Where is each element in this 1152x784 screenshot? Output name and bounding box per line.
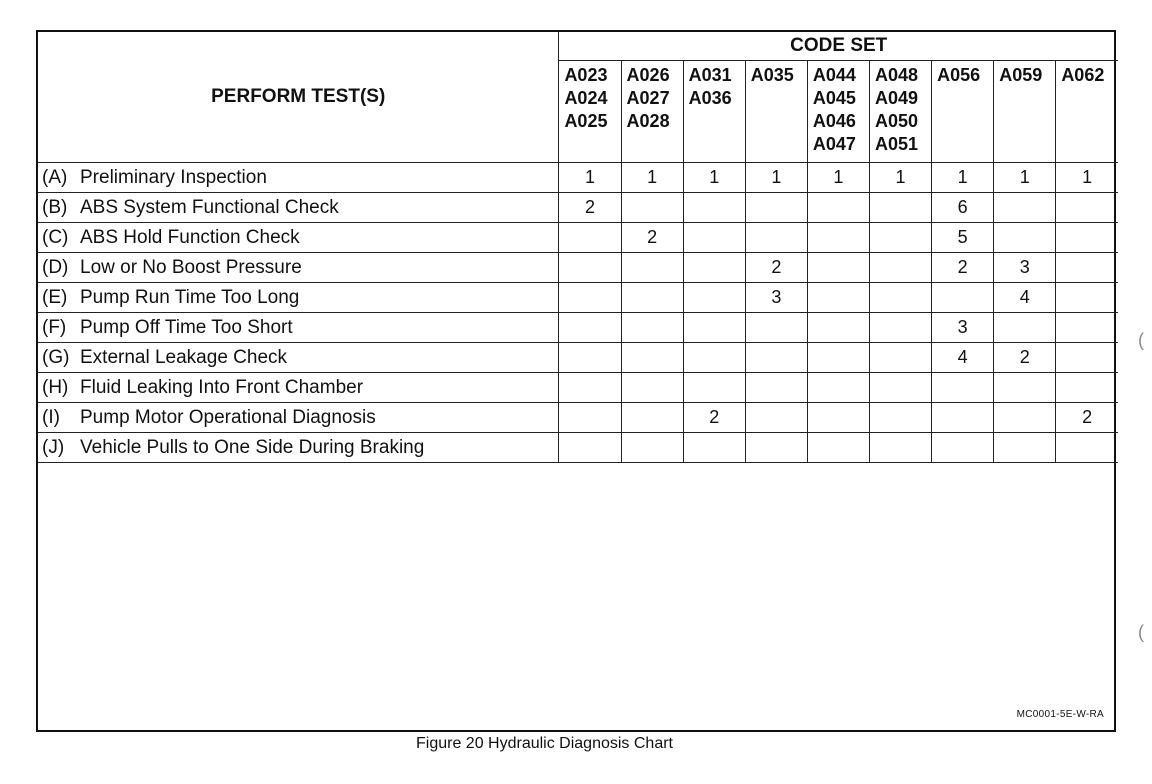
step-order-cell <box>621 313 683 343</box>
step-order-cell <box>994 193 1056 223</box>
test-name-cell <box>38 373 559 403</box>
test-name-cell <box>38 343 559 373</box>
code-label: A051 <box>874 134 919 154</box>
step-order-cell <box>621 283 683 313</box>
step-order-cell <box>1056 373 1118 403</box>
code-column-header <box>994 61 1056 163</box>
test-name: External Leakage Check <box>80 346 288 368</box>
code-label: A062 <box>1061 65 1105 85</box>
code-column-header <box>932 61 994 163</box>
step-order-cell <box>621 343 683 373</box>
step-order-cell <box>869 253 931 283</box>
step-order-cell <box>559 403 621 433</box>
test-name-cell <box>38 193 559 223</box>
step-order-cell <box>683 343 745 373</box>
step-order-cell: 1 <box>745 163 807 193</box>
step-order-cell <box>683 373 745 403</box>
step-order-cell <box>1056 253 1118 283</box>
step-order-cell <box>1056 193 1118 223</box>
step-order-cell: 3 <box>745 283 807 313</box>
step-order-cell: 2 <box>559 193 621 223</box>
test-letter: (A) <box>42 166 68 188</box>
step-order-cell: 1 <box>994 163 1056 193</box>
step-order-cell: 5 <box>932 223 994 253</box>
step-order-cell: 1 <box>683 163 745 193</box>
step-order-cell <box>869 433 931 463</box>
figure-caption: Figure 20 Hydraulic Diagnosis Chart <box>416 735 673 752</box>
code-label: A023 <box>564 65 608 85</box>
step-order-cell: 2 <box>1056 403 1118 433</box>
step-order-cell <box>1056 223 1118 253</box>
test-name: Pump Run Time Too Long <box>80 286 300 308</box>
code-set-header: CODE SET <box>559 32 1118 61</box>
code-label: A036 <box>688 88 732 108</box>
code-column-header <box>559 61 621 163</box>
step-order-cell: 2 <box>932 253 994 283</box>
step-order-cell <box>807 433 869 463</box>
step-order-cell <box>559 283 621 313</box>
step-order-cell <box>869 313 931 343</box>
step-order-cell: 1 <box>807 163 869 193</box>
step-order-cell <box>932 433 994 463</box>
step-order-cell <box>559 433 621 463</box>
test-letter: (I) <box>42 406 60 428</box>
test-letter: (J) <box>42 436 65 458</box>
code-label: A056 <box>937 65 981 85</box>
step-order-cell <box>869 343 931 373</box>
test-row <box>38 253 1118 283</box>
test-name: ABS Hold Function Check <box>80 226 300 248</box>
test-letter: (F) <box>42 316 67 338</box>
step-order-cell: 3 <box>932 313 994 343</box>
test-name-cell <box>38 163 559 193</box>
step-order-cell: 1 <box>869 163 931 193</box>
code-label: A035 <box>750 65 794 85</box>
step-order-cell <box>1056 433 1118 463</box>
test-name-cell <box>38 403 559 433</box>
step-order-cell <box>745 403 807 433</box>
code-column-header <box>683 61 745 163</box>
step-order-cell <box>745 193 807 223</box>
test-row <box>38 193 1118 223</box>
step-order-cell <box>683 223 745 253</box>
test-name: ABS System Functional Check <box>80 196 339 218</box>
test-row <box>38 223 1118 253</box>
step-order-cell <box>621 433 683 463</box>
step-order-cell <box>745 433 807 463</box>
code-label: A028 <box>626 111 670 131</box>
code-label: A027 <box>626 88 670 108</box>
test-name-cell <box>38 253 559 283</box>
step-order-cell <box>994 373 1056 403</box>
step-order-cell <box>621 373 683 403</box>
step-order-cell <box>559 343 621 373</box>
step-order-cell <box>869 223 931 253</box>
step-order-cell <box>807 193 869 223</box>
test-name-cell <box>38 433 559 463</box>
hydraulic-diagnosis-table <box>38 32 1118 463</box>
test-name: Pump Motor Operational Diagnosis <box>80 406 376 428</box>
step-order-cell <box>994 313 1056 343</box>
test-name-cell <box>38 283 559 313</box>
step-order-cell <box>807 343 869 373</box>
code-label: A047 <box>812 134 856 154</box>
step-order-cell <box>807 253 869 283</box>
step-order-cell: 6 <box>932 193 994 223</box>
margin-mark: ( <box>1138 330 1144 350</box>
code-column-header <box>869 61 931 163</box>
perform-tests-header: PERFORM TEST(S) <box>38 32 559 163</box>
step-order-cell <box>559 253 621 283</box>
step-order-cell <box>559 313 621 343</box>
test-letter: (C) <box>42 226 69 248</box>
step-order-cell <box>683 283 745 313</box>
test-rows <box>38 163 1118 463</box>
step-order-cell <box>621 253 683 283</box>
code-label: A059 <box>999 65 1043 85</box>
code-label: A025 <box>564 111 608 131</box>
test-row <box>38 283 1118 313</box>
step-order-cell <box>683 193 745 223</box>
step-order-cell: 4 <box>994 283 1056 313</box>
step-order-cell <box>932 403 994 433</box>
test-letter: (H) <box>42 376 69 398</box>
test-name: Fluid Leaking Into Front Chamber <box>80 376 364 398</box>
step-order-cell <box>1056 283 1118 313</box>
test-row <box>38 373 1118 403</box>
test-name-cell <box>38 313 559 343</box>
test-row <box>38 403 1118 433</box>
code-column-header <box>621 61 683 163</box>
drawing-code: MC0001-5E-W-RA <box>1016 709 1104 720</box>
step-order-cell <box>745 313 807 343</box>
test-name: Low or No Boost Pressure <box>80 256 302 278</box>
step-order-cell <box>807 283 869 313</box>
step-order-cell: 2 <box>994 343 1056 373</box>
step-order-cell <box>621 403 683 433</box>
code-label: A049 <box>874 88 919 108</box>
margin-mark: ( <box>1138 622 1144 642</box>
test-letter: (B) <box>42 196 68 218</box>
diagnosis-chart-frame <box>36 30 1116 732</box>
step-order-cell <box>807 373 869 403</box>
step-order-cell <box>932 373 994 403</box>
step-order-cell <box>807 313 869 343</box>
step-order-cell <box>869 283 931 313</box>
test-name: Pump Off Time Too Short <box>80 316 293 338</box>
step-order-cell: 1 <box>559 163 621 193</box>
code-label: A050 <box>874 111 919 131</box>
step-order-cell: 2 <box>745 253 807 283</box>
step-order-cell <box>683 433 745 463</box>
step-order-cell <box>1056 313 1118 343</box>
step-order-cell <box>869 373 931 403</box>
step-order-cell <box>807 403 869 433</box>
code-column-header <box>807 61 869 163</box>
step-order-cell: 2 <box>621 223 683 253</box>
step-order-cell: 1 <box>932 163 994 193</box>
step-order-cell <box>559 223 621 253</box>
step-order-cell <box>807 223 869 253</box>
code-label: A045 <box>812 88 856 108</box>
step-order-cell: 4 <box>932 343 994 373</box>
step-order-cell <box>745 343 807 373</box>
test-letter: (E) <box>42 286 68 308</box>
step-order-cell <box>683 253 745 283</box>
step-order-cell <box>1056 343 1118 373</box>
step-order-cell <box>621 193 683 223</box>
step-order-cell <box>869 193 931 223</box>
step-order-cell <box>994 223 1056 253</box>
step-order-cell <box>994 403 1056 433</box>
test-row <box>38 433 1118 463</box>
code-label: A044 <box>812 65 856 85</box>
step-order-cell: 2 <box>683 403 745 433</box>
test-row <box>38 313 1118 343</box>
code-label: A046 <box>812 111 856 131</box>
test-row <box>38 343 1118 373</box>
step-order-cell <box>932 283 994 313</box>
step-order-cell: 1 <box>621 163 683 193</box>
step-order-cell: 3 <box>994 253 1056 283</box>
test-name: Vehicle Pulls to One Side During Braking <box>80 436 425 458</box>
step-order-cell <box>559 373 621 403</box>
step-order-cell <box>869 403 931 433</box>
code-column-header <box>745 61 807 163</box>
code-label: A031 <box>688 65 732 85</box>
test-letter: (D) <box>42 256 69 278</box>
code-column-header <box>1056 61 1118 163</box>
code-label: A026 <box>626 65 670 85</box>
step-order-cell: 1 <box>1056 163 1118 193</box>
code-label: A048 <box>874 65 919 85</box>
test-letter: (G) <box>42 346 70 368</box>
step-order-cell <box>745 373 807 403</box>
test-name-cell <box>38 223 559 253</box>
step-order-cell <box>683 313 745 343</box>
step-order-cell <box>745 223 807 253</box>
code-label: A024 <box>564 88 608 108</box>
step-order-cell <box>994 433 1056 463</box>
test-name: Preliminary Inspection <box>80 166 267 188</box>
test-row <box>38 163 1118 193</box>
